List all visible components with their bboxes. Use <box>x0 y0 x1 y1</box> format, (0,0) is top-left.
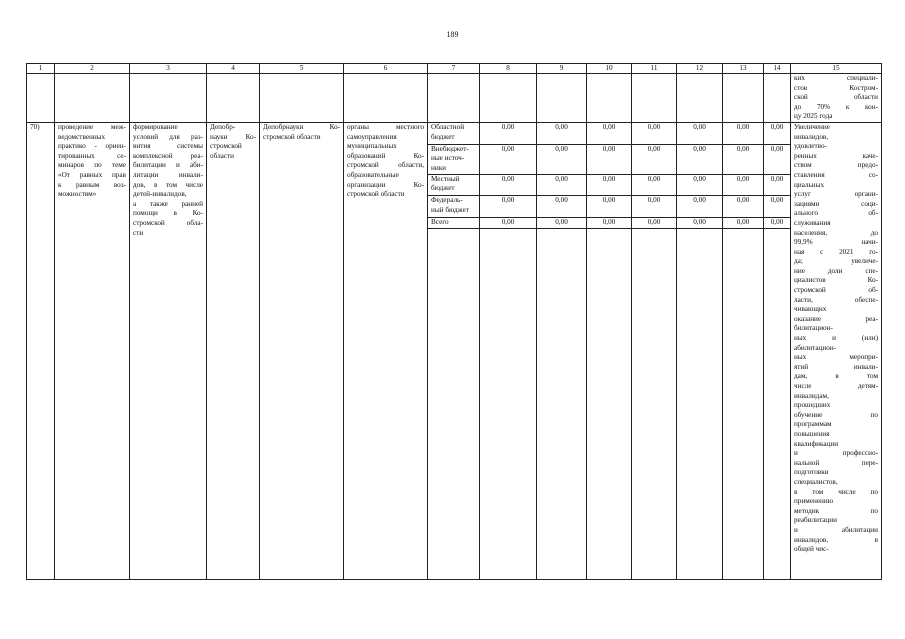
amount-cell: 0,00 <box>723 196 764 218</box>
text-line: билитацион- <box>794 324 833 333</box>
text-line: населения, до <box>794 228 878 237</box>
coexecutor-cell <box>260 122 344 579</box>
text-line: ской области <box>794 93 878 102</box>
text-line: ального об- <box>794 209 878 218</box>
text-line: ная с 2021 го- <box>794 247 878 256</box>
text-line: зациями соци- <box>794 199 878 208</box>
text-line: ные источ- <box>431 154 465 163</box>
goal-cell <box>130 122 207 579</box>
text-line: формирование <box>133 122 178 131</box>
financing-source-cell <box>428 196 480 218</box>
text-line: Депобр- <box>210 122 236 131</box>
text-line: специалистов, <box>794 477 838 486</box>
column-header: 3 <box>130 64 207 74</box>
continuation-row <box>27 74 882 123</box>
text-line: числе детям- <box>794 382 878 390</box>
text-line: циальных <box>794 180 825 189</box>
financing-source-cell <box>428 174 480 196</box>
table-row <box>27 122 882 144</box>
text-line: и абилитации <box>794 525 878 534</box>
text-line: дов, в том числе <box>133 180 203 189</box>
amount-cell: 0,00 <box>480 218 537 229</box>
text-line: Депобрнауки Ко- <box>263 122 340 131</box>
financing-source-cell <box>428 144 480 174</box>
text-line: «От равных прав <box>58 170 126 179</box>
column-header: 10 <box>587 64 632 74</box>
text-line: 99,9% начи- <box>794 238 878 247</box>
column-header: 8 <box>480 64 537 74</box>
responsible-cell <box>207 122 260 579</box>
amount-cell: 0,00 <box>764 196 791 218</box>
text-line: стромской об- <box>794 286 878 295</box>
amount-cell: 0,00 <box>587 174 632 196</box>
text-line: до 70% к кон- <box>794 102 878 111</box>
text-line: стромской обла- <box>133 218 203 227</box>
amount-cell: 0,00 <box>677 174 723 196</box>
text-line: ких специали- <box>794 74 878 82</box>
text-line: Внебюджет- <box>431 144 469 153</box>
amount-cell: 0,00 <box>632 122 677 144</box>
text-line: области <box>210 151 235 160</box>
text-line: и профессио- <box>794 449 878 458</box>
amount-cell: 0,00 <box>480 174 537 196</box>
text-line: ведомственных <box>58 132 106 141</box>
text-line: практико - ориен- <box>58 142 126 151</box>
text-line: ставления со- <box>794 170 878 179</box>
amount-cell: 0,00 <box>537 174 587 196</box>
amount-cell: 0,00 <box>764 218 791 229</box>
text-line: условий для раз- <box>133 132 203 141</box>
text-line: дам, в том <box>794 372 878 381</box>
column-header: 2 <box>55 64 130 74</box>
participants-cell <box>344 122 428 579</box>
amount-cell: 0,00 <box>723 218 764 229</box>
text-line: детей-инвалидов, <box>133 190 187 199</box>
text-line: ники <box>431 163 447 172</box>
text-line: сти <box>133 228 144 237</box>
amount-cell: 0,00 <box>480 196 537 218</box>
financing-source-cell <box>428 218 480 229</box>
text-line: Местный <box>431 174 460 183</box>
amount-cell: 0,00 <box>632 174 677 196</box>
column-header: 4 <box>207 64 260 74</box>
continued-result-cell <box>791 74 882 123</box>
text-line: обучение по <box>794 410 878 419</box>
text-line: вития системы <box>133 142 203 151</box>
text-line: подготовки <box>794 468 829 477</box>
text-line: ных и (или) <box>794 334 878 343</box>
text-line: общей чис- <box>794 545 829 554</box>
text-line: бюджет <box>431 184 455 193</box>
amount-cell: 0,00 <box>537 218 587 229</box>
text-line: инвалидам, <box>794 391 829 400</box>
page-number: 189 <box>446 30 459 39</box>
expected-result-cell <box>791 122 882 579</box>
text-line: Федераль- <box>431 196 463 205</box>
text-line: Всего <box>431 218 449 227</box>
amount-cell: 0,00 <box>537 122 587 144</box>
amount-cell: 0,00 <box>537 196 587 218</box>
text-line: ных меропри- <box>794 353 878 362</box>
column-header: 14 <box>764 64 791 74</box>
text-line: Областной <box>431 122 465 131</box>
column-header: 7 <box>428 64 480 74</box>
text-line: самоуправления <box>347 132 397 141</box>
amount-cell: 0,00 <box>764 144 791 174</box>
text-line: услуг органи- <box>794 190 878 199</box>
text-line: реабилитации <box>794 516 837 525</box>
amount-cell: 0,00 <box>677 196 723 218</box>
text-line: тированных се- <box>58 151 126 160</box>
text-line: можностям» <box>58 190 97 199</box>
text-line: ласти, обеспе- <box>794 295 878 304</box>
text-line: ренных каче- <box>794 151 878 160</box>
amount-cell: 0,00 <box>587 144 632 174</box>
text-line: ный бюджет <box>431 205 469 214</box>
amount-cell: 0,00 <box>587 218 632 229</box>
text-line: стромской области <box>263 132 321 141</box>
amount-cell: 0,00 <box>723 144 764 174</box>
text-line: циалистов Ко- <box>794 276 878 285</box>
text-line: программам <box>794 420 832 429</box>
text-line: квалификации <box>794 439 839 448</box>
amount-cell: 0,00 <box>632 218 677 229</box>
text-line: в том числе по <box>794 487 878 496</box>
text-line: ятий инвали- <box>794 362 878 371</box>
column-number-row <box>27 64 882 74</box>
text-line: к равным воз- <box>58 180 126 189</box>
amount-cell: 0,00 <box>480 122 537 144</box>
row-number-cell: 70) <box>27 122 55 579</box>
amount-cell: 0,00 <box>677 122 723 144</box>
column-header: 9 <box>537 64 587 74</box>
text-line: науки Ко- <box>210 132 256 141</box>
amount-cell: 0,00 <box>480 144 537 174</box>
text-line: да; увеличе- <box>794 257 878 266</box>
amount-cell: 0,00 <box>764 122 791 144</box>
text-line: служивания <box>794 218 831 227</box>
text-line: помощи в Ко- <box>133 209 203 218</box>
text-line: бюджет <box>431 132 455 141</box>
text-line: инвалидов, в <box>794 535 878 544</box>
text-line: литации инвали- <box>133 170 203 179</box>
column-header: 15 <box>791 64 882 74</box>
financing-source-cell <box>428 122 480 144</box>
amount-cell: 0,00 <box>723 174 764 196</box>
text-line: оказание реа- <box>794 314 878 323</box>
text-line: цу 2025 года <box>794 112 833 121</box>
text-line: муниципальных <box>347 142 397 151</box>
text-line: а также ранней <box>133 199 203 208</box>
text-line: билитации и аби- <box>133 161 203 170</box>
text-line: образований Ко- <box>347 151 424 160</box>
text-line: стромской <box>210 142 242 151</box>
text-line: проведение меж- <box>58 122 126 131</box>
activity-name-cell <box>55 122 130 579</box>
amount-cell: 0,00 <box>677 218 723 229</box>
column-header: 6 <box>344 64 428 74</box>
text-line: нальной пере- <box>794 458 878 467</box>
text-line: чивающих <box>794 305 827 314</box>
column-header: 11 <box>632 64 677 74</box>
amount-cell: 0,00 <box>587 196 632 218</box>
column-header: 13 <box>723 64 764 74</box>
text-line: минаров по теме <box>58 161 126 170</box>
text-line: образовательные <box>347 170 399 179</box>
text-line: методик по <box>794 506 878 515</box>
text-line: инвалидов, <box>794 132 829 141</box>
program-table <box>26 63 882 580</box>
amount-cell: 0,00 <box>632 196 677 218</box>
amount-cell: 0,00 <box>764 174 791 196</box>
text-line: повышения <box>794 429 830 438</box>
text-line: Увеличение <box>794 122 830 131</box>
text-line: ние доли спе- <box>794 266 878 275</box>
text-line: стов Костром- <box>794 83 878 92</box>
text-line: прошедших <box>794 401 831 410</box>
text-line: абилитацион- <box>794 343 837 352</box>
text-line: органы местного <box>347 122 424 131</box>
text-line: комплексной реа- <box>133 151 203 160</box>
column-header: 5 <box>260 64 344 74</box>
amount-cell: 0,00 <box>587 122 632 144</box>
text-line: организации Ко- <box>347 180 424 189</box>
amount-cell: 0,00 <box>632 144 677 174</box>
amount-cell: 0,00 <box>677 144 723 174</box>
text-line: стромской области, <box>347 161 424 170</box>
text-line: стромской области <box>347 190 405 199</box>
column-header: 1 <box>27 64 55 74</box>
amount-cell: 0,00 <box>537 144 587 174</box>
column-header: 12 <box>677 64 723 74</box>
amount-cell: 0,00 <box>723 122 764 144</box>
text-line: удовлетво- <box>794 142 827 151</box>
text-line: применению <box>794 497 834 506</box>
text-line: ством предо- <box>794 161 878 170</box>
